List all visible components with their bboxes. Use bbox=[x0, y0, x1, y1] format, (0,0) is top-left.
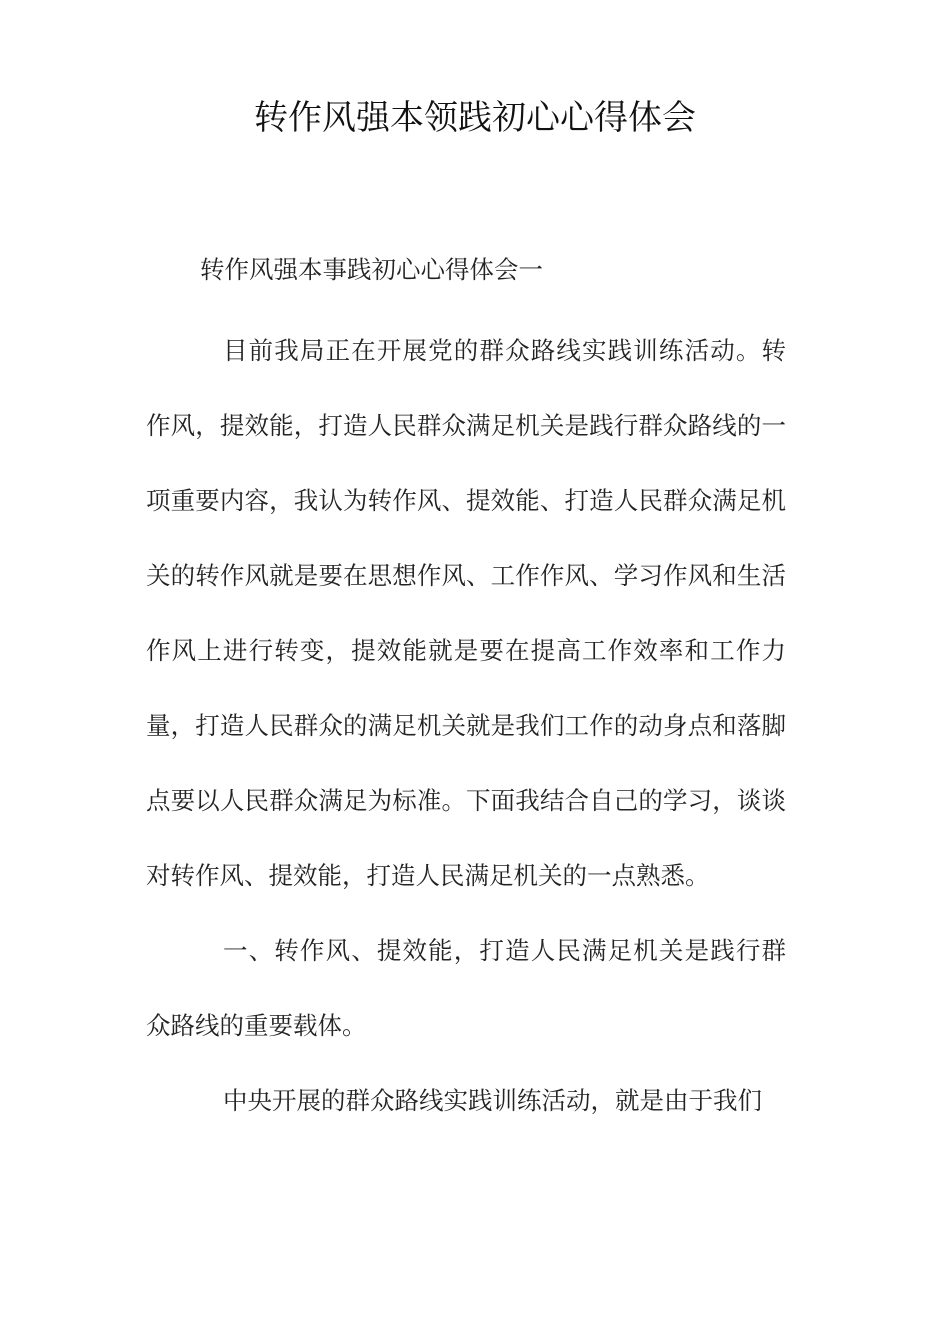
paragraph: 中央开展的群众路线实践训练活动，就是由于我们 bbox=[223, 1086, 762, 1115]
section-subheading: 转作风强本事践初心心得体会一 bbox=[200, 255, 543, 284]
paragraph: 目前我局正在开展党的群众路线实践训练活动。转作风，提效能，打造人民群众满足机关是践行群众路线的一项重要内容，我认为转作风、提效能、打造人民群众满足机关的转作风就是要在思想作风、工作作风、学习作风和生活作风上进行转变，提效能就是要在提高工作效率和工作力量，打造人民群众的满足机关就是我们工作的动身点和落脚点要以人民群众满足为标准。下面我结合自己的学习，谈谈对转作风、提效能，打造人民满足机关的一点熟悉。 bbox=[146, 336, 786, 890]
paragraph: 一、转作风、提效能，打造人民满足机关是践行群众路线的重要载体。 bbox=[146, 936, 786, 1040]
document-body bbox=[146, 246, 786, 1138]
document-title: 转作风强本领践初心心得体会 bbox=[254, 98, 696, 138]
